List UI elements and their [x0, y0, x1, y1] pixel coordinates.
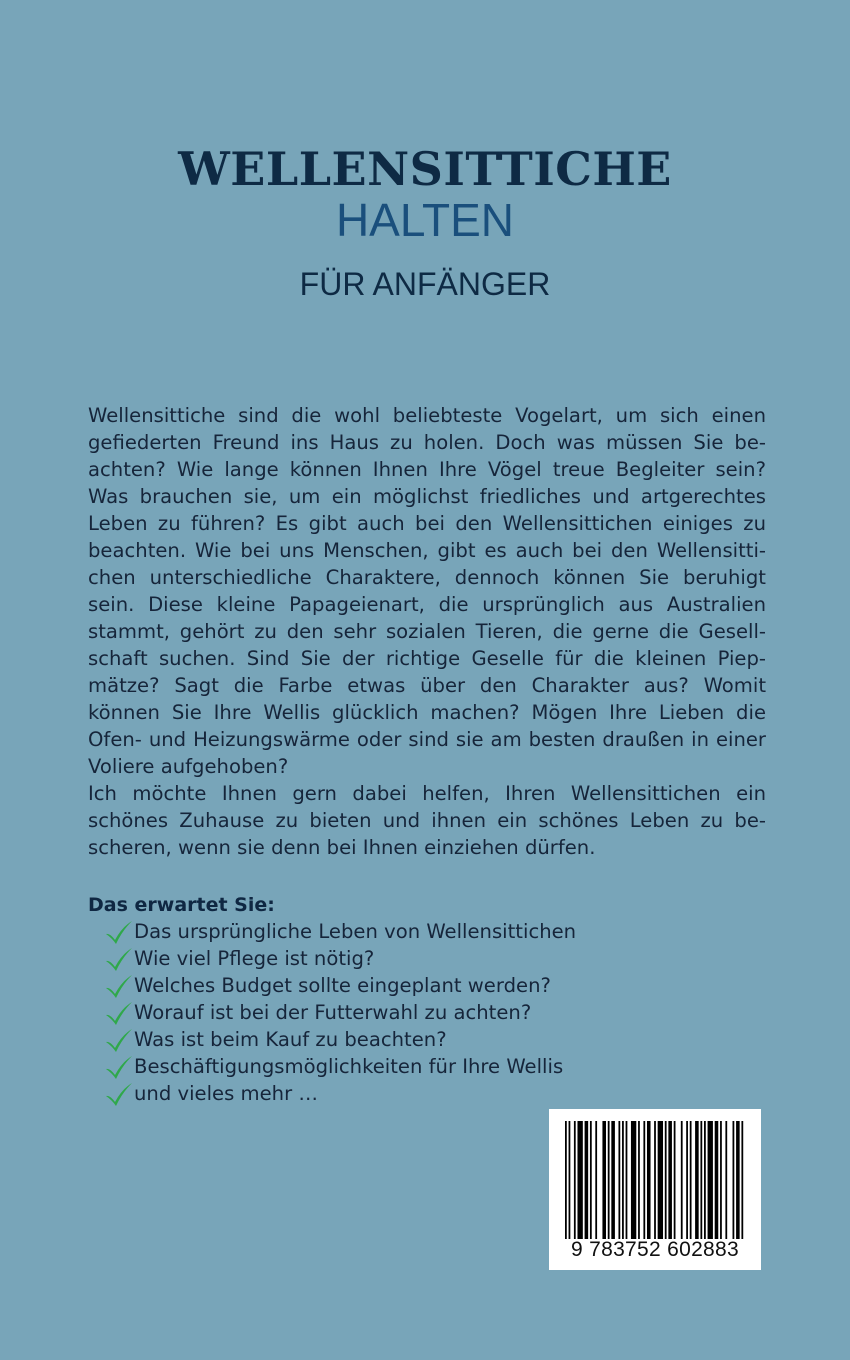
list-item: [104, 999, 576, 1026]
barcode-bar: [565, 1121, 567, 1239]
barcode-bar: [658, 1121, 663, 1239]
barcode-bar: [715, 1121, 719, 1239]
list-item: [104, 1026, 576, 1053]
barcode-bar: [741, 1121, 743, 1239]
checkmark-icon: [104, 1054, 134, 1080]
expect-heading: Das erwartet Sie:: [88, 894, 275, 916]
barcode-bar: [577, 1121, 582, 1239]
list-item-text: Welches Budget sollte eingeplant werden?: [134, 974, 551, 997]
list-item-text: Wie viel Pflege ist nötig?: [134, 947, 375, 970]
barcode-bar: [643, 1121, 645, 1239]
barcode-bar: [720, 1121, 722, 1239]
barcode-bar: [574, 1121, 576, 1239]
list-item: [104, 945, 576, 972]
barcode-bar: [647, 1121, 651, 1239]
checkmark-icon: [104, 919, 134, 945]
checkmark-icon: [104, 946, 134, 972]
list-item: [104, 918, 576, 945]
checkmark-icon: [104, 1081, 134, 1107]
barcode-bar: [638, 1121, 640, 1239]
barcode-bar: [595, 1121, 597, 1239]
barcode-bar: [611, 1121, 615, 1239]
barcode-bar: [608, 1121, 610, 1239]
barcode-bar: [674, 1121, 676, 1239]
barcode-bar: [733, 1121, 735, 1239]
barcode-bar: [686, 1121, 688, 1239]
barcode-bar: [736, 1121, 740, 1239]
barcode-bar: [681, 1121, 683, 1239]
barcode-bar: [569, 1121, 571, 1239]
list-item-text: und vieles mehr …: [134, 1082, 318, 1105]
isbn-number: 9 783752 602883: [571, 1238, 739, 1261]
barcode-bar: [585, 1121, 589, 1239]
list-item: [104, 972, 576, 999]
barcode-bar: [708, 1121, 713, 1239]
barcode-bar: [690, 1121, 692, 1239]
cover-title-line2: HALTEN: [335, 194, 515, 246]
checkmark-icon: [104, 973, 134, 999]
list-item-text: Was ist beim Kauf zu beachten?: [134, 1028, 447, 1051]
barcode-bar: [665, 1121, 667, 1239]
barcode-bar: [622, 1121, 624, 1239]
barcode-bars: [565, 1121, 745, 1239]
list-item-text: Beschäftigungsmöglichkeiten für Ihre Wellis: [134, 1055, 564, 1078]
barcode-bar: [700, 1121, 702, 1239]
checkmark-icon: [104, 1027, 134, 1053]
barcode-bar: [618, 1121, 620, 1239]
list-item-text: Worauf ist bei der Futterwahl zu achten?: [134, 1001, 532, 1024]
barcode-bar: [704, 1121, 706, 1239]
expect-list: [104, 918, 576, 1107]
blurb-text: [88, 402, 766, 861]
blurb-paragraph-2: Ich möchte Ihnen gern dabei helfen, Ihren Wellensittichen ein schönes Zuhause zu bieten und ihnen ein schönes Leben zu bescheren, wenn sie denn bei Ihnen einziehen dürfen.: [88, 782, 766, 859]
barcode-bar: [668, 1121, 672, 1239]
checkmark-icon: [104, 1000, 134, 1026]
barcode-bar: [695, 1121, 699, 1239]
list-item: [104, 1053, 576, 1080]
barcode-bar: [725, 1121, 727, 1239]
list-item-text: Das ursprüngliche Leben von Wellensittichen: [134, 920, 577, 943]
barcode-bar: [631, 1121, 636, 1239]
cover-subtitle: FÜR ANFÄNGER: [299, 266, 551, 302]
barcode-bar: [602, 1121, 606, 1239]
barcode-bar: [654, 1121, 656, 1239]
isbn-barcode: [549, 1109, 761, 1270]
cover-title: WELLENSITTICHE: [178, 142, 672, 196]
blurb-paragraph-1: Wellensittiche sind die wohl beliebteste Vogelart, um sich einen gefiederten Freund ins Haus zu holen. Doch was müssen Sie beachten? Wie lange können Ihnen Ihre Vögel treue Begleiter sein? Was brauchen sie, um ein möglichst friedliches und artgerechtes Leben zu führen? Es gibt auch bei den Wellensittichen einiges zu beachten. Wie bei uns Menschen, gibt es auch bei den Wellensittichen unterschiedliche Charaktere, dennoch können Sie beruhigt sein. Diese kleine Papageienart, die ursprünglich aus Australien stammt, gehört zu den sehr sozialen Tieren, die gerne die Gesellschaft suchen. Sind Sie der richtige Geselle für die kleinen Piepmätze? Sagt die Farbe etwas über den Charakter aus? Womit können Sie Ihre Wellis glücklich machen? Mögen Ihre Lieben die Ofen- und Heizungswärme oder sind sie am besten draußen in einer Voliere aufgehoben?: [88, 404, 766, 778]
barcode-bar: [590, 1121, 592, 1239]
barcode-bar: [626, 1121, 628, 1239]
list-item: [104, 1080, 576, 1107]
